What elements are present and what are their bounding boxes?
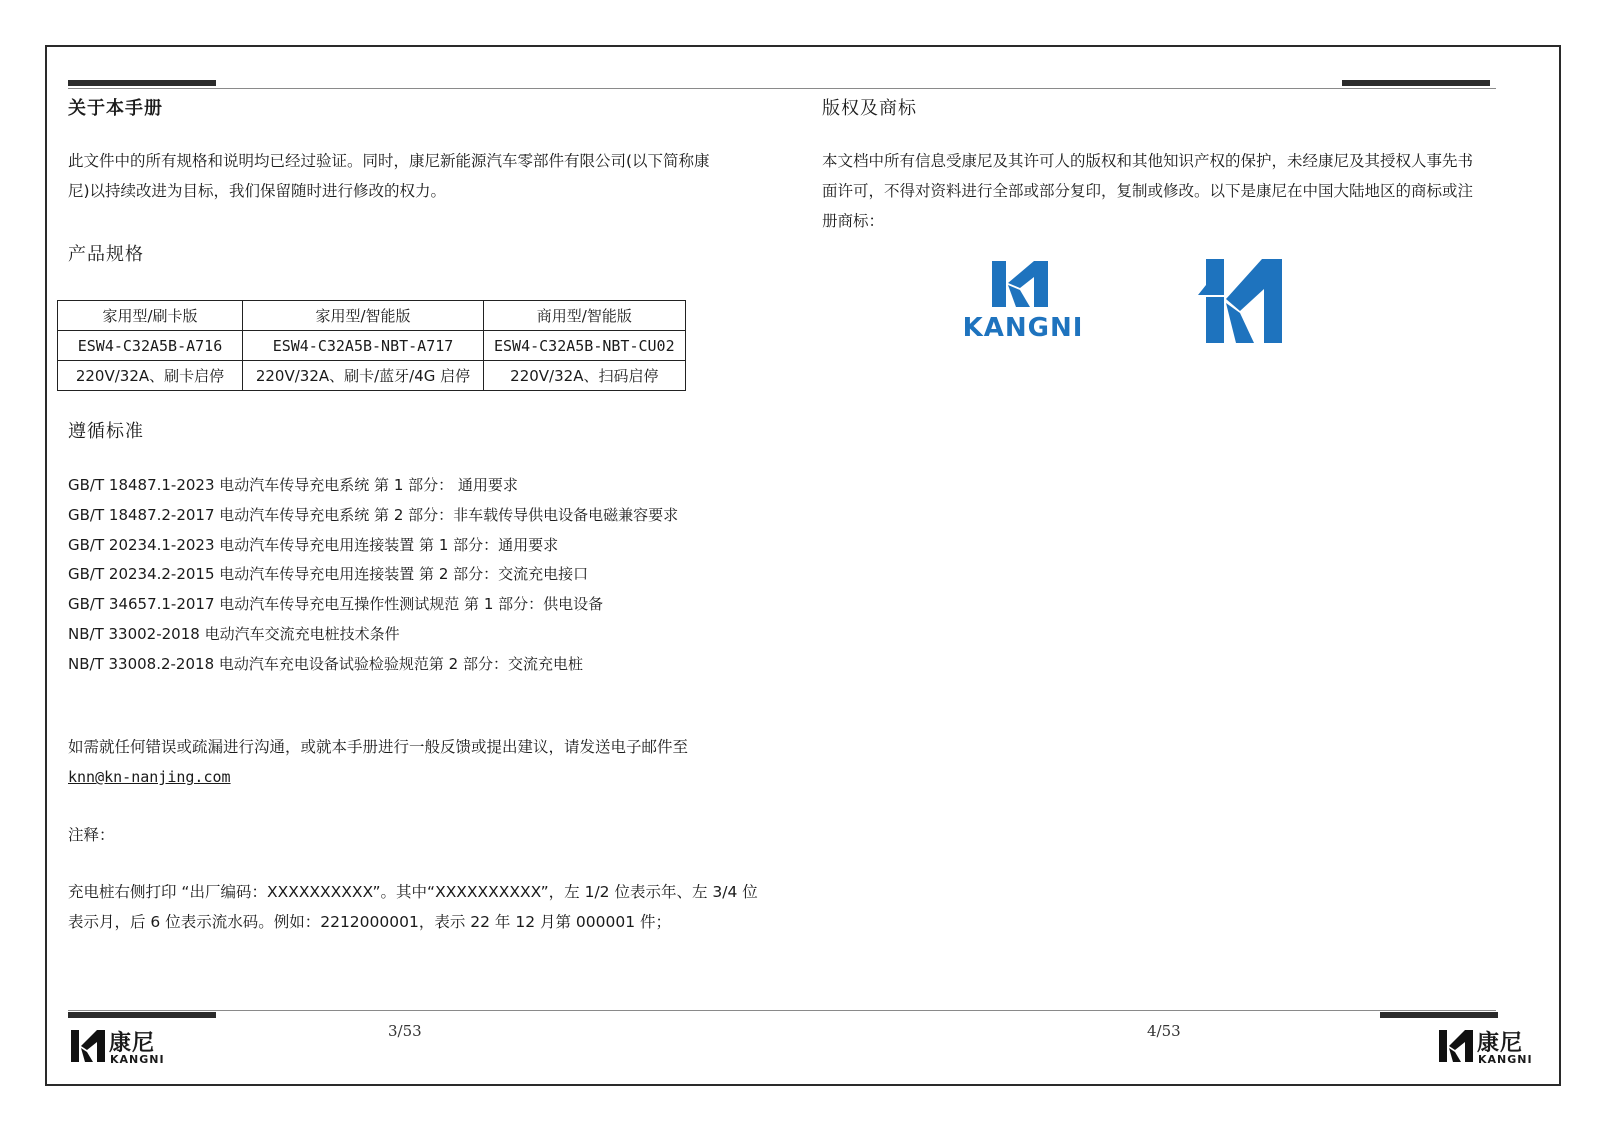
about-title: 关于本手册: [68, 98, 163, 119]
table-cell: ESW4-C32A5B-NBT-CU02: [484, 331, 686, 361]
standards-title: 遵循标准: [68, 421, 144, 442]
standards-list: [68, 471, 788, 680]
table-cell: 220V/32A、刷卡/蓝牙/4G 启停: [243, 361, 484, 391]
note-line-2: 表示月，后 6 位表示流水码。例如：2212000001，表示 22 年 12 月第 000001 件；: [68, 913, 672, 931]
footer-logo-cn: 康尼: [109, 1031, 156, 1056]
table-row: [58, 361, 686, 391]
footer-logo-en: KANGNI: [1478, 1053, 1533, 1066]
feedback-text: 如需就任何错误或疏漏进行沟通，或就本手册进行一般反馈或提出建议，请发送电子邮件至: [68, 738, 689, 756]
footer-logo-en: KANGNI: [110, 1053, 165, 1066]
table-cell: ESW4-C32A5B-NBT-A717: [243, 331, 484, 361]
footer-logo-cn: 康尼: [1477, 1031, 1524, 1056]
trademark-logo-wordmark: [948, 255, 1098, 345]
kangni-k-large-icon: [1192, 255, 1288, 347]
list-item: GB/T 18487.1-2023 电动汽车传导充电系统 第 1 部分： 通用要求: [68, 476, 518, 494]
trademark-wordmark-text: KANGNI: [962, 313, 1084, 343]
trademark-logo-mark: [1192, 255, 1288, 347]
copyright-title: 版权及商标: [822, 98, 917, 119]
footer-logo-right: [1437, 1026, 1537, 1068]
copyright-line-2: 面许可，不得对资料进行全部或部分复印，复制或修改。以下是康尼在中国大陆地区的商标或注: [822, 182, 1474, 200]
page-number-left: 3/53: [388, 1022, 422, 1040]
footer-bar-left: [68, 1012, 216, 1018]
note-title: 注释：: [68, 826, 115, 844]
email-link[interactable]: knn@kn-nanjing.com: [68, 768, 231, 786]
page-number-right: 4/53: [1147, 1022, 1181, 1040]
table-cell: 220V/32A、刷卡启停: [58, 361, 243, 391]
note-paragraph: [68, 877, 788, 937]
list-item: GB/T 18487.2-2017 电动汽车传导充电系统 第 2 部分：非车载传导供电设备电磁兼容要求: [68, 505, 679, 524]
about-line-2: 尼)以持续改进为目标，我们保留随时进行修改的权力。: [68, 182, 447, 200]
feedback-paragraph: [68, 732, 788, 792]
list-item: NB/T 33002-2018 电动汽车交流充电桩技术条件: [68, 624, 400, 643]
table-header-cell: 家用型/刷卡版: [58, 301, 243, 331]
header-bar-left: [68, 80, 216, 86]
table-header-cell: 商用型/智能版: [484, 301, 686, 331]
kangni-logo-icon: [1437, 1028, 1475, 1064]
spec-title: 产品规格: [68, 244, 144, 265]
table-header-cell: 家用型/智能版: [243, 301, 484, 331]
footer-bar-right: [1380, 1012, 1498, 1018]
list-item: GB/T 20234.1-2023 电动汽车传导充电用连接装置 第 1 部分：通用要求: [68, 535, 559, 554]
header-bar-right: [1342, 80, 1490, 86]
table-row: [58, 331, 686, 361]
list-item: GB/T 34657.1-2017 电动汽车传导充电互操作性测试规范 第 1 部分：供电设备: [68, 595, 604, 614]
footer-logo-left: [69, 1026, 169, 1068]
table-cell: 220V/32A、扫码启停: [484, 361, 686, 391]
list-item: GB/T 20234.2-2015 电动汽车传导充电用连接装置 第 2 部分：交流充电接口: [68, 565, 589, 584]
about-line-1: 此文件中的所有规格和说明均已经过验证。同时，康尼新能源汽车零部件有限公司(以下简称康: [68, 152, 710, 170]
table-cell: ESW4-C32A5B-A716: [58, 331, 243, 361]
list-item: NB/T 33008.2-2018 电动汽车充电设备试验检验规范第 2 部分：交流充电桩: [68, 654, 583, 673]
copyright-paragraph: [822, 146, 1542, 236]
kangni-k-mark-icon: [990, 255, 1060, 313]
copyright-line-1: 本文档中所有信息受康尼及其许可人的版权和其他知识产权的保护，未经康尼及其授权人事先书: [822, 152, 1474, 170]
copyright-line-3: 册商标：: [822, 212, 885, 230]
kangni-logo-icon: [69, 1028, 107, 1064]
footer-rule: [68, 1010, 1496, 1011]
table-header-row: [58, 301, 686, 331]
about-paragraph: [68, 146, 788, 206]
spec-table: [57, 300, 686, 391]
note-line-1: 充电桩右侧打印 “出厂编码：XXXXXXXXXX”。其中“XXXXXXXXXX”，左 1/2 位表示年、左 3/4 位: [68, 883, 758, 901]
header-rule: [68, 88, 1496, 89]
